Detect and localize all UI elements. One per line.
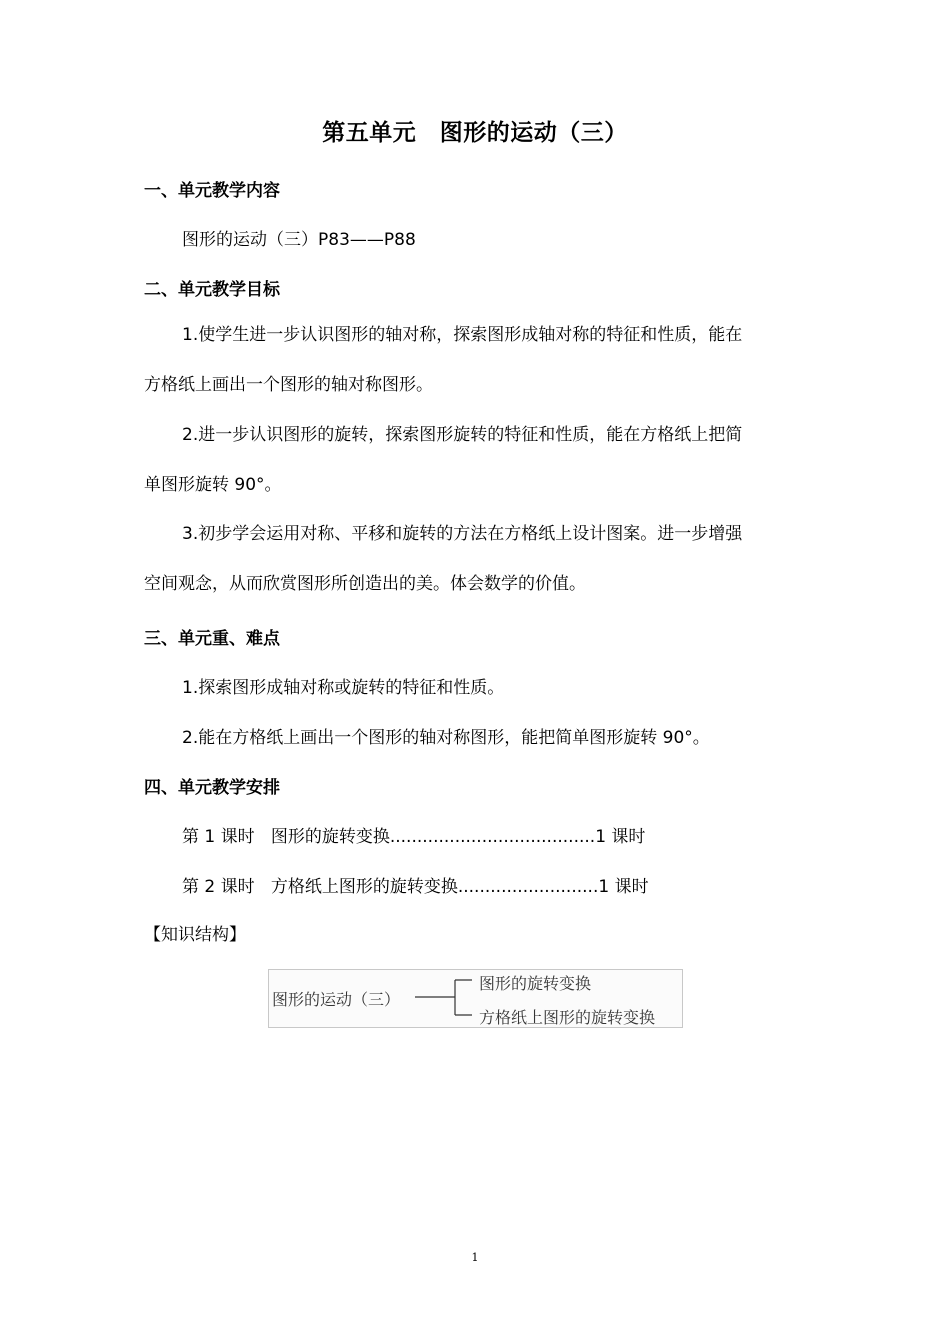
key-point-1: 1.探索图形成轴对称或旋转的特征和性质。 — [182, 678, 505, 698]
diagram-branch-2: 方格纸上图形的旋转变换 — [479, 1008, 656, 1027]
objective-2-line-2: 单图形旋转 90°。 — [144, 475, 282, 495]
lesson-2-dots: .......................... — [457, 877, 599, 897]
lesson-row-1 — [182, 822, 645, 847]
document-title: 第五单元 图形的运动（三） — [322, 120, 628, 146]
objective-3-line-1: 3.初步学会运用对称、平移和旋转的方法在方格纸上设计图案。进一步增强 — [182, 524, 743, 544]
lesson-1-number: 第 1 课时 — [182, 827, 255, 847]
page-number: 1 — [471, 1251, 479, 1264]
objective-1-line-1: 1.使学生进一步认识图形的轴对称，探索图形成轴对称的特征和性质，能在 — [182, 325, 743, 345]
section-heading-key-points: 三、单元重、难点 — [144, 629, 280, 649]
lesson-row-2 — [182, 872, 649, 897]
key-point-2: 2.能在方格纸上画出一个图形的轴对称图形，能把简单图形旋转 90°。 — [182, 728, 710, 748]
objective-paragraph-3 — [144, 509, 814, 609]
diagram-branch-1: 图形的旋转变换 — [479, 974, 592, 993]
objective-2-line-1: 2.进一步认识图形的旋转，探索图形旋转的特征和性质，能在方格纸上把简 — [182, 425, 743, 445]
lesson-2-number: 第 2 课时 — [182, 877, 255, 897]
lesson-1-hours: 1 课时 — [595, 827, 646, 847]
objective-3-line-2: 空间观念，从而欣赏图形所创造出的美。体会数学的价值。 — [144, 574, 586, 594]
objective-paragraph-1 — [144, 310, 814, 410]
section-heading-schedule: 四、单元教学安排 — [144, 778, 280, 798]
content-pages-line: 图形的运动（三）P83——P88 — [182, 230, 416, 250]
lesson-1-name: 图形的旋转变换 — [270, 827, 390, 847]
lesson-1-dots: ...................................... — [389, 827, 596, 847]
section-heading-objectives: 二、单元教学目标 — [144, 280, 280, 300]
knowledge-structure-diagram — [268, 969, 683, 1028]
lesson-2-name: 方格纸上图形的旋转变换 — [270, 877, 458, 897]
section-heading-content: 一、单元教学内容 — [144, 181, 280, 201]
objective-paragraph-2 — [144, 410, 814, 510]
diagram-root-node: 图形的运动（三） — [272, 990, 401, 1009]
knowledge-structure-heading: 【知识结构】 — [144, 925, 246, 945]
objective-1-line-2: 方格纸上画出一个图形的轴对称图形。 — [144, 375, 433, 395]
lesson-2-hours: 1 课时 — [598, 877, 649, 897]
